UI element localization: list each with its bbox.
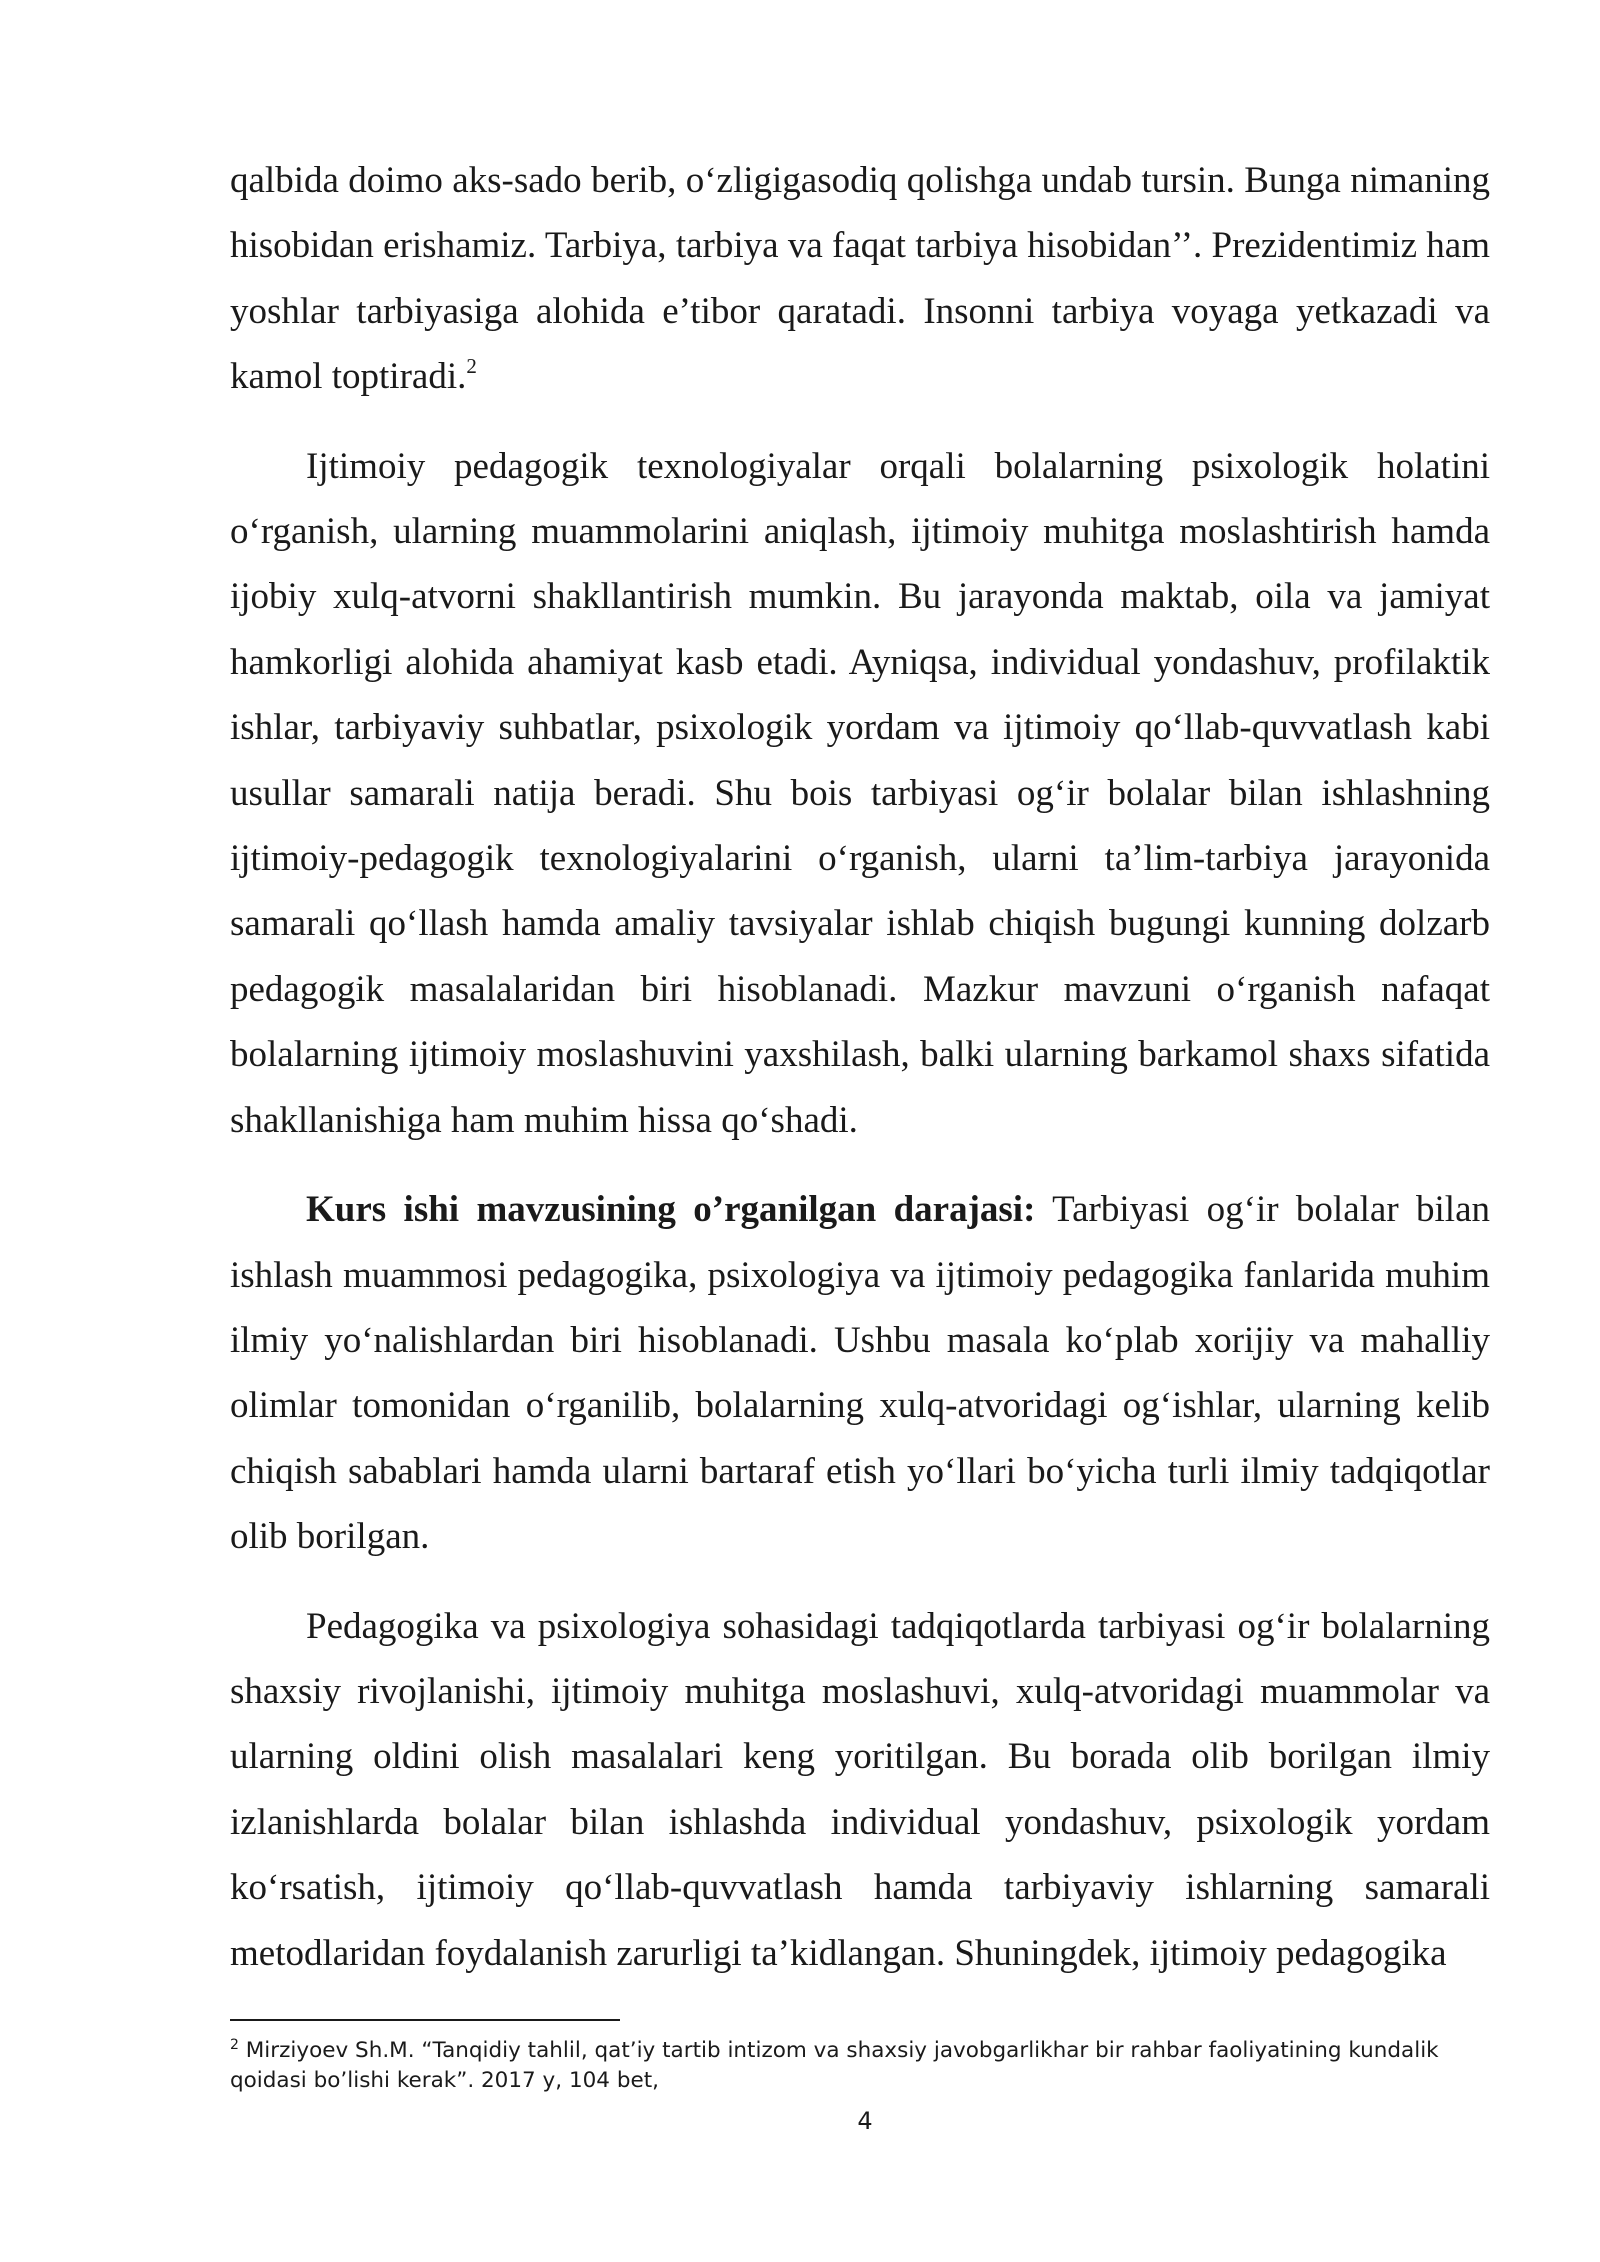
paragraph-2 [230, 434, 1490, 1153]
footnote [230, 2036, 1490, 2096]
paragraph-1 [230, 148, 1490, 410]
paragraph-4-text: Pedagogika va psixologiya sohasidagi tadqiqotlarda tarbiyasi og‘ir bolalarning shaxsiy rivojlanishi, ijtimoiy muhitga moslashuvi, xulq-atvoridagi muammolar va ularning oldini olish masalalari keng yoritilgan. Bu borada olib borilgan ilmiy izlanishlarda bolalar bilan ishlashda individual yondashuv, psixologik yordam ko‘rsatish, ijtimoiy qo‘llab-quvvatlash hamda tarbiyaviy ishlarning samarali metodlaridan foydalanish zarurligi ta’kidlangan. Shuningdek, ijtimoiy pedagogika [230, 1605, 1490, 1974]
paragraph-3 [230, 1177, 1490, 1569]
section-heading: Kurs ishi mavzusining o’rganilgan darajasi: [306, 1189, 1036, 1231]
paragraph-3-text: Tarbiyasi og‘ir bolalar bilan ishlash muammosi pedagogika, psixologiya va ijtimoiy pedagogika fanlarida muhim ilmiy yo‘nalishlardan biri hisoblanadi. Ushbu masala ko‘plab xorijiy va mahalliy olimlar tomonidan o‘rganilib, bolalarning xulq-atvoridagi og‘ishlar, ularning kelib chiqish sabablari hamda ularni bartaraf etish yo‘llari bo‘yicha turli ilmiy tadqiqotlar olib borilgan. [230, 1189, 1490, 1558]
paragraph-4 [230, 1594, 1490, 1986]
page-number: 4 [857, 2107, 873, 2135]
paragraph-1-text: qalbida doimo aks-sado berib, o‘zligigasodiq qolishga undab tursin. Bunga nimaning hisobidan erishamiz. Tarbiya, tarbiya va faqat tarbiya hisobidan’’. Prezidentimiz ham yoshlar tarbiyasiga alohida e’tibor qaratadi. Insonni tarbiya voyaga yetkazadi va kamol toptiradi. [230, 160, 1490, 398]
document-page [230, 148, 1490, 2010]
footnote-number: 2 [230, 2036, 239, 2053]
footnote-text: Mirziyoev Sh.M. “Tanqidiy tahlil, qat’iy tartib intizom va shaxsiy javobgarlikhar bir rahbar faoliyatining kundalik qoidasi bo’lishi kerak”. 2017 y, 104 bet, [230, 2038, 1439, 2093]
footnote-reference[interactable]: 2 [466, 353, 477, 378]
paragraph-2-text: Ijtimoiy pedagogik texnologiyalar orqali bolalarning psixologik holatini o‘rganish, ularning muammolarini aniqlash, ijtimoiy muhitga moslashtirish hamda ijobiy xulq-atvorni shakllantirish mumkin. Bu jarayonda maktab, oila va jamiyat hamkorligi alohida ahamiyat kasb etadi. Ayniqsa, individual yondashuv, profilaktik ishlar, tarbiyaviy suhbatlar, psixologik yordam va ijtimoiy qo‘llab-quvvatlash kabi usullar samarali natija beradi. Shu bois tarbiyasi og‘ir bolalar bilan ishlashning ijtimoiy-pedagogik texnologiyalarini o‘rganish, ularni ta’lim-tarbiya jarayonida samarali qo‘llash hamda amaliy tavsiyalar ishlab chiqish bugungi kunning dolzarb pedagogik masalalaridan biri hisoblanadi. Mazkur mavzuni o‘rganish nafaqat bolalarning ijtimoiy moslashuvini yaxshilash, balki ularning barkamol shaxs sifatida shakllanishiga ham muhim hissa qo‘shadi. [230, 445, 1490, 1141]
footnote-separator [230, 2019, 620, 2021]
